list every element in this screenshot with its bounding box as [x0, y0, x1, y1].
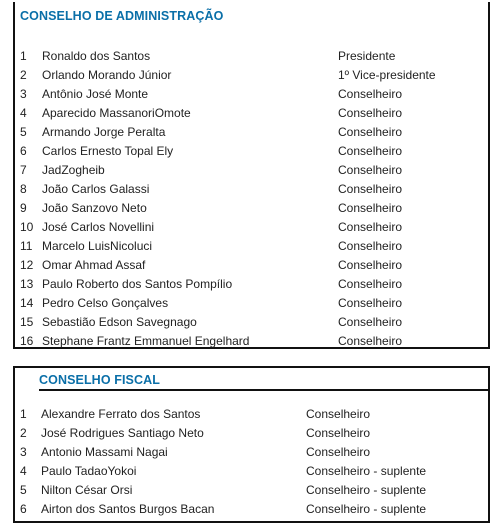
- member-name: Stephane Frantz Emmanuel Engelhard: [42, 334, 250, 348]
- member-row: [15, 142, 488, 161]
- member-name: Armando Jorge Peralta: [42, 125, 166, 139]
- member-row: [15, 481, 488, 500]
- member-number: 13: [20, 277, 34, 291]
- member-name: Antonio Massami Nagai: [41, 445, 168, 459]
- fiscal-title-divider: [39, 389, 488, 391]
- member-role: Conselheiro: [338, 277, 403, 291]
- member-row: [15, 500, 488, 519]
- member-name: José Rodrigues Santiago Neto: [41, 426, 204, 440]
- member-number: 2: [20, 426, 27, 440]
- member-number: 5: [20, 483, 27, 497]
- member-row: [15, 161, 488, 180]
- member-number: 15: [20, 315, 34, 329]
- member-role: Conselheiro: [338, 258, 403, 272]
- member-name: Antônio José Monte: [42, 87, 149, 101]
- member-name: Marcelo LuisNicoluci: [42, 239, 153, 253]
- member-role: Conselheiro: [338, 220, 403, 234]
- member-row: [15, 256, 488, 275]
- member-number: 3: [20, 87, 27, 101]
- member-name: Carlos Ernesto Topal Ely: [42, 144, 174, 158]
- member-name: Alexandre Ferrato dos Santos: [41, 407, 201, 421]
- member-name: João Carlos Galassi: [42, 182, 150, 196]
- member-number: 1: [20, 49, 27, 63]
- member-role: Conselheiro: [338, 239, 403, 253]
- member-number: 2: [20, 68, 27, 82]
- member-row: [15, 104, 488, 123]
- member-number: 7: [20, 163, 27, 177]
- member-number: 11: [20, 239, 33, 253]
- member-role: Conselheiro: [306, 426, 371, 440]
- member-role: Conselheiro - suplente: [306, 502, 427, 516]
- member-role: Conselheiro: [338, 334, 403, 348]
- member-name: Sebastião Edson Savegnago: [42, 315, 197, 329]
- member-name: Aparecido MassanoriOmote: [42, 106, 191, 120]
- member-row: [15, 218, 488, 237]
- member-number: 6: [20, 502, 27, 516]
- member-role: Conselheiro: [338, 182, 403, 196]
- member-number: 4: [20, 106, 27, 120]
- member-role: Conselheiro: [338, 163, 403, 177]
- member-number: 14: [20, 296, 34, 310]
- member-name: Nilton César Orsi: [41, 483, 133, 497]
- member-row: [15, 66, 488, 85]
- member-role: Conselheiro: [338, 296, 403, 310]
- member-role: Conselheiro: [306, 445, 371, 459]
- member-number: 5: [20, 125, 27, 139]
- member-row: [15, 180, 488, 199]
- member-role: Conselheiro: [338, 201, 403, 215]
- member-role: Conselheiro: [338, 315, 403, 329]
- member-name: Airton dos Santos Burgos Bacan: [41, 502, 215, 516]
- member-name: Omar Ahmad Assaf: [42, 258, 146, 272]
- member-role: Conselheiro: [306, 407, 371, 421]
- member-row: [15, 123, 488, 142]
- board-section-title: CONSELHO DE ADMINISTRAÇÃO: [20, 9, 224, 23]
- member-role: Presidente: [338, 49, 396, 63]
- member-name: Ronaldo dos Santos: [42, 49, 151, 63]
- member-name: Paulo TadaoYokoi: [41, 464, 137, 478]
- member-row: [15, 313, 488, 332]
- member-name: Pedro Celso Gonçalves: [42, 296, 169, 310]
- fiscal-council-section: [13, 366, 490, 523]
- member-row: [15, 275, 488, 294]
- member-role: Conselheiro: [338, 125, 403, 139]
- member-role: Conselheiro - suplente: [306, 464, 427, 478]
- member-name: JadZogheib: [42, 163, 105, 177]
- member-number: 3: [20, 445, 27, 459]
- member-role: Conselheiro - suplente: [306, 483, 427, 497]
- member-row: [15, 85, 488, 104]
- member-role: 1º Vice-presidente: [338, 68, 436, 82]
- member-number: 8: [20, 182, 27, 196]
- member-row: [15, 332, 488, 351]
- board-of-directors-section: [13, 2, 490, 349]
- member-number: 16: [20, 334, 34, 348]
- member-row: [15, 462, 488, 481]
- member-name: João Sanzovo Neto: [42, 201, 147, 215]
- member-row: [15, 405, 488, 424]
- member-name: Orlando Morando Júnior: [42, 68, 172, 82]
- member-number: 10: [20, 220, 34, 234]
- member-row: [15, 443, 488, 462]
- member-row: [15, 199, 488, 218]
- member-row: [15, 424, 488, 443]
- member-number: 4: [20, 464, 27, 478]
- member-number: 12: [20, 258, 34, 272]
- member-name: Paulo Roberto dos Santos Pompílio: [42, 277, 233, 291]
- member-number: 6: [20, 144, 27, 158]
- member-row: [15, 237, 488, 256]
- member-role: Conselheiro: [338, 144, 403, 158]
- member-name: José Carlos Novellini: [42, 220, 155, 234]
- member-role: Conselheiro: [338, 87, 403, 101]
- member-row: [15, 294, 488, 313]
- member-row: [15, 47, 488, 66]
- member-role: Conselheiro: [338, 106, 403, 120]
- member-number: 9: [20, 201, 27, 215]
- member-number: 1: [20, 407, 27, 421]
- fiscal-section-title: CONSELHO FISCAL: [39, 373, 160, 387]
